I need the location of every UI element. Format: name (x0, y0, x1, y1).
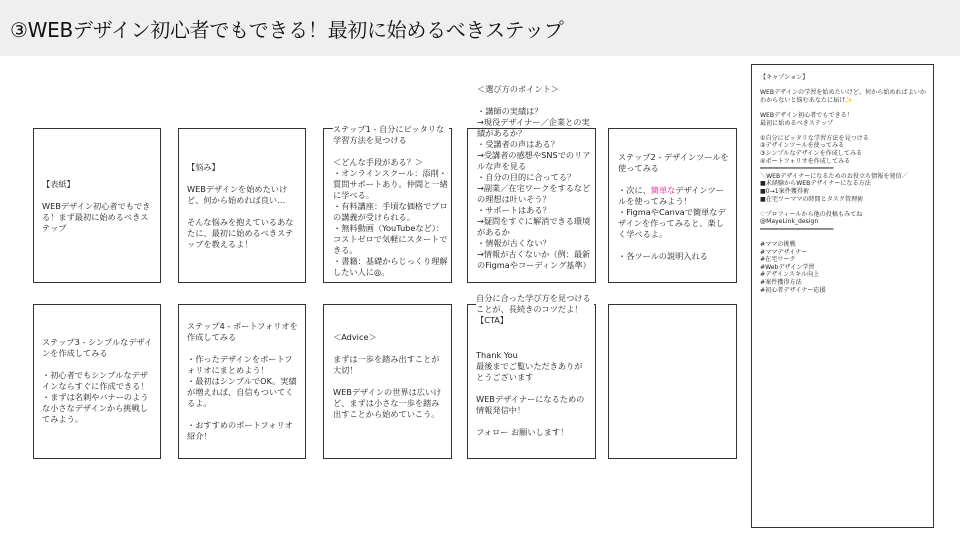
caption-body: WEBデザイン初心者でもできる！ 最初に始めるべきステップ ①自分にピッタリな学習方法を見つける ②デザインツールを使ってみる ③シンプルなデザインを作成してみる ④ポートフォリオを作成してみる ━━━━━━━━━━━━━━━━━━━━ ＼WEBデザイナーになるためのお役立ち情報を発信／ ■未経験からWEBデザイナーになる方法 ■0→1案件獲得術 ■在宅ワーママの時間とタスク管理術 ♡プロフィールから他の投稿もみてね @MayeLink_design ━━━━━━━━━━━━━━━━━━━━ #ママの挑戦 #ママデザイナー #在宅ワーク #Webデザイン学習 #デザインスキル向上 #案件獲得方法 #初心者デザイナー応援 (760, 111, 908, 294)
card-step1-text: ステップ1 - 自分にピッタリな学習方法を見つける ＜どんな手段がある？＞ ・オンラインスクール：添削・質問サポートあり。仲間と一緒に学べる。 ・有料講座：手頃な価格でプロの講義が受けられる。 ・無料動画（YouTubeなど）：コストゼロで気軽にスタートできる。 ・書籍：基礎からじっくり理解したい人に◎。 (333, 124, 448, 277)
card-cover-text: 【表紙】 WEBデザイン初心者でもできる！まず最初に始めるべきステップ (42, 179, 151, 233)
card-step3[interactable] (33, 304, 161, 459)
card-cta-lead-label: 自分に合った学び方を見つけることが、長続きのコツだよ！ 【CTA】 (476, 293, 594, 326)
caption-text (760, 74, 930, 294)
card-step2-text: ステップ2 - デザインツールを使ってみる ・次に、簡単なデザインツールを使ってみよう！ ・FigmaやCanvaで簡単なデザインを作ってみると、楽しく学べるよ。 ・各ツールの説明入れる (618, 152, 729, 261)
card-step2[interactable] (608, 128, 737, 283)
card-concern[interactable] (178, 128, 306, 283)
card-advice-text: ＜Advice＞ まずは一歩を踏み出すことが大切！ WEBデザインの世界は広いけど、まずは小さな一歩を踏み出すことから始めていこう。 (333, 332, 442, 419)
card-selection-points-text: ＜選び方のポイント＞ ・講師の実績は？ →現役デザイナー／企業との実績があるか？ ・受講者の声はある？ →受講者の感想やSNSでのリアルな声を見る ・自分の目的に合ってる？ →副業／在宅ワークをするなどの理想は叶いそう？ ・サポートはある？ →疑問をすぐに解消できる環境があるか ・情報が古くない？ →情報が古くないか（例：最新のFigmaやコーディング基準） (477, 84, 591, 270)
card-empty[interactable] (608, 304, 737, 459)
caption-panel[interactable] (751, 64, 934, 528)
card-cta[interactable] (467, 304, 596, 459)
slide-title: ③WEBデザイン初心者でもできる！最初に始めるべきステップ (10, 18, 564, 42)
sparkle-icon: ✨ (845, 96, 853, 104)
caption-heading: 【キャプション】 (760, 74, 809, 81)
card-step2-highlight: 簡単な (650, 185, 676, 195)
card-step4[interactable] (178, 304, 306, 459)
card-concern-text: 【悩み】 WEBデザインを始めたいけど、何から始めれば良い… そんな悩みを抱えているあなたに、最初に始めるべきステップを教えるよ！ (187, 162, 294, 249)
caption-intro: WEBデザインの学習を始めたいけど、何から始めればよいかわからないと悩むあなたに届け (760, 89, 926, 104)
card-step4-text: ステップ4 - ポートフォリオを作成してみる ・作ったデザインをポートフォリオにまとめよう！ ・最初はシンプルでOK。実績が増えれば、自信もついてくるよ。 ・おすすめのポートフォリオ紹介！ (187, 321, 298, 441)
card-step1[interactable] (323, 124, 452, 283)
card-step3-text: ステップ3 - シンプルなデザインを作成してみる ・初心者でもシンプルなデザインならすぐに作成できる！ ・まずは名刺やバナーのような小さなデザインから挑戦してみよう。 (42, 337, 153, 424)
card-cta-text: Thank You 最後までご覧いただきありがとうございます WEBデザイナーになるための情報発信中！ フォロー お願いします！ (476, 350, 585, 437)
card-cover[interactable] (33, 128, 161, 283)
card-advice[interactable] (323, 304, 452, 459)
slide-title-bar (0, 0, 960, 56)
